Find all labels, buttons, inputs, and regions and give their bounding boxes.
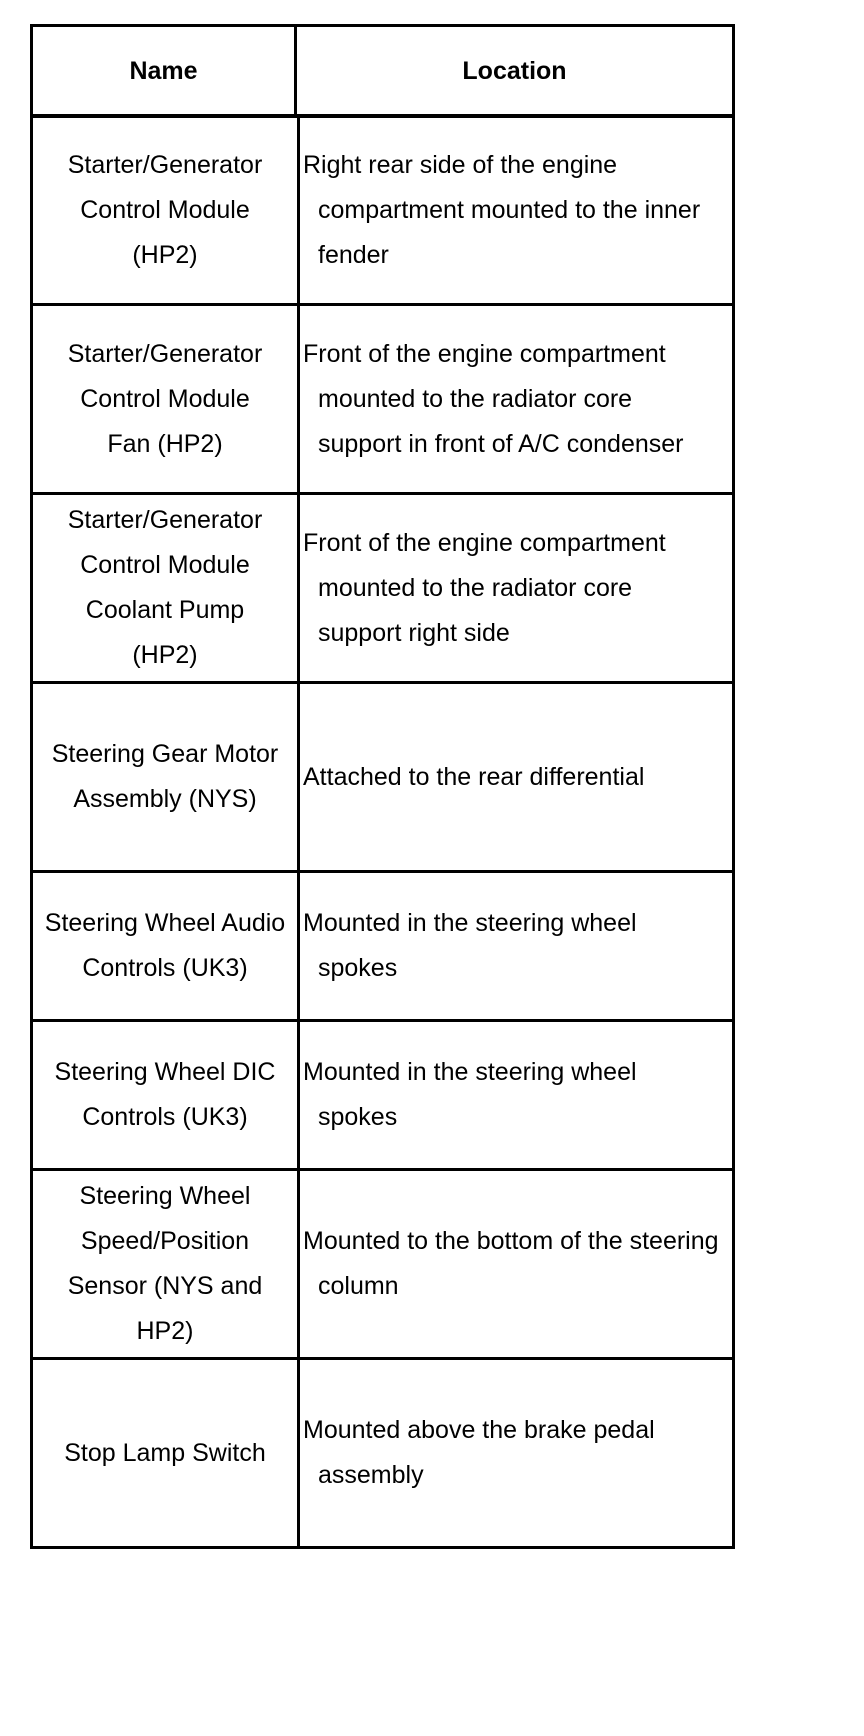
row-1-name-cell: [30, 114, 300, 306]
row-5-location: Mounted in the steering wheel spokes: [303, 909, 637, 982]
row-8-name-cell: [30, 1357, 300, 1549]
row-7-name: Steering Wheel Speed/Position Sensor (NYS and HP2): [67, 1182, 263, 1345]
row-2-name: Starter/Generator Control Module Fan (HP2): [67, 339, 263, 458]
row-5-name: Steering Wheel Audio Controls (UK3): [44, 909, 286, 982]
row-2-location-cell: [297, 303, 735, 495]
header-location-label: Location: [462, 56, 567, 85]
row-5-location-cell: [297, 870, 735, 1022]
row-7-location-cell: [297, 1168, 735, 1360]
row-4-name: Steering Gear Motor Assembly (NYS): [51, 740, 279, 813]
row-6-location-cell: [297, 1019, 735, 1171]
row-7-name-cell: [30, 1168, 300, 1360]
row-3-location-cell: [297, 492, 735, 684]
row-2-name-cell: [30, 303, 300, 495]
row-1-location: Right rear side of the engine compartment mounted to the inner fender: [303, 150, 701, 269]
row-4-location: Attached to the rear differential: [303, 762, 645, 791]
row-7-location: Mounted to the bottom of the steering column: [303, 1227, 719, 1300]
row-3-name-cell: [30, 492, 300, 684]
row-4-name-cell: [30, 681, 300, 873]
row-8-location: Mounted above the brake pedal assembly: [303, 1416, 655, 1489]
row-4-location-cell: [297, 681, 735, 873]
row-1-name: Starter/Generator Control Module (HP2): [67, 150, 263, 269]
row-2-location: Front of the engine compartment mounted to the radiator core support in front of A/C condenser: [303, 339, 684, 458]
row-5-name-cell: [30, 870, 300, 1022]
row-3-location: Front of the engine compartment mounted to the radiator core support right side: [303, 528, 666, 647]
row-6-name: Steering Wheel DIC Controls (UK3): [54, 1058, 276, 1131]
row-6-location: Mounted in the steering wheel spokes: [303, 1058, 637, 1131]
header-name-label: Name: [129, 56, 198, 85]
row-8-name: Stop Lamp Switch: [64, 1438, 266, 1467]
row-8-location-cell: [297, 1357, 735, 1549]
row-1-location-cell: [297, 114, 735, 306]
header-name-cell: [30, 24, 297, 118]
row-6-name-cell: [30, 1019, 300, 1171]
header-location-cell: [294, 24, 735, 118]
row-3-name: Starter/Generator Control Module Coolant Pump (HP2): [67, 506, 263, 669]
